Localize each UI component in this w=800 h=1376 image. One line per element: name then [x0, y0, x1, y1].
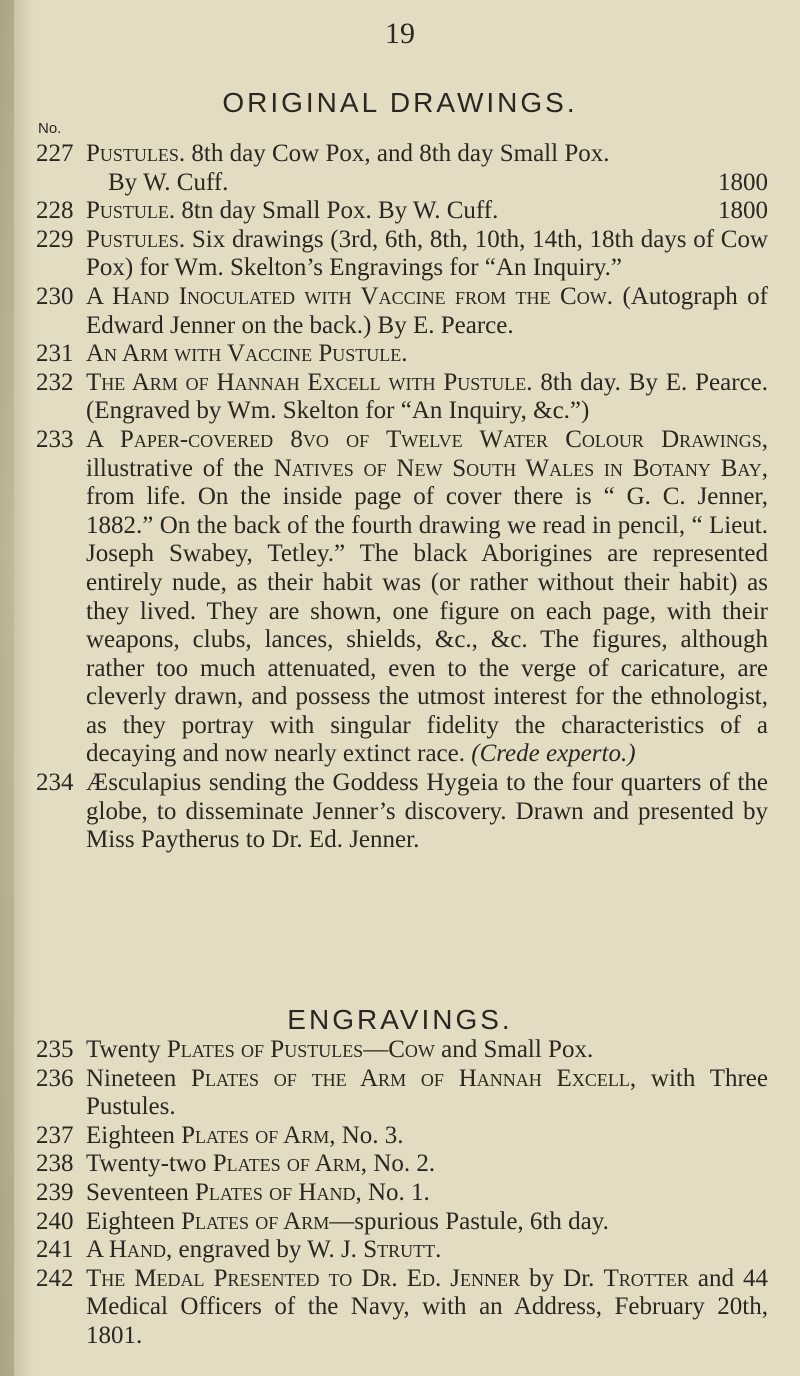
list-item: [0, 1236, 800, 1265]
entry-title: A Hand,: [86, 1236, 173, 1264]
entry-number: 236: [36, 1064, 74, 1092]
entry-title: Pustule.: [86, 197, 176, 225]
entry-number: 239: [36, 1178, 74, 1206]
entry-text: [86, 283, 768, 340]
entry-subject: Natives of New South Wales in Botany Bay,: [273, 454, 768, 482]
list-item: [0, 283, 800, 340]
entry-text: [86, 1265, 768, 1351]
entry-text: [86, 140, 768, 197]
entry-text: [86, 340, 768, 369]
list-item: [0, 1036, 800, 1065]
entry-title: Pustules.: [86, 140, 186, 167]
entry-title: Plates of Arm,: [212, 1150, 368, 1178]
entry-description: No. 3.: [341, 1121, 404, 1149]
entry-italic-note: (Crede experto.): [471, 740, 636, 768]
entry-text: [86, 1236, 768, 1265]
list-item: [0, 426, 800, 769]
entry-description: Æsculapius sending the Goddess Hygeia to the four quarters of the globe, to disseminate Jenner’s discovery. Drawn and presented by Miss Paytherus to Dr. Ed. Jenner.: [86, 769, 768, 854]
list-item: [0, 1122, 800, 1151]
list-item: [0, 769, 800, 855]
entry-number: 229: [36, 225, 74, 253]
entry-text: [86, 1208, 768, 1237]
entry-description: with Three Pustules.: [86, 1064, 768, 1121]
entry-number: 240: [36, 1207, 74, 1235]
entry-text: [86, 226, 768, 283]
entry-number: 231: [36, 340, 74, 368]
list-item: [0, 1179, 800, 1208]
entry-text: [86, 1122, 768, 1151]
number-column-label: No.: [38, 120, 62, 137]
entry-count: Twenty: [86, 1036, 161, 1063]
entry-title: The Medal Presented to Dr. Ed. Jenner: [86, 1264, 521, 1292]
entry-number: 237: [36, 1121, 74, 1149]
entry-description: and Small Pox.: [441, 1036, 594, 1063]
entry-number: 232: [36, 368, 74, 396]
entry-number: 228: [36, 197, 74, 225]
entry-description: (Autograph of Edward Jenner on the back.) By E. Pearce.: [86, 282, 769, 339]
entry-description: No. 1.: [367, 1178, 430, 1206]
entry-number: 238: [36, 1150, 74, 1178]
entry-title: The Arm of Hannah Excell with Pustule.: [86, 368, 533, 396]
entry-title: Plates of Hand,: [194, 1178, 362, 1206]
entry-title: Plates of the Arm of Hannah Excell,: [191, 1064, 637, 1092]
entry-description: 8tn day Small Pox. By W. Cuff.: [181, 197, 499, 225]
entry-number: 242: [36, 1264, 74, 1292]
entry-text: [86, 197, 768, 226]
entry-author: By W. Cuff.: [108, 168, 229, 196]
entry-description: Six drawings (3rd, 6th, 8th, 10th, 14th, 18th days of Cow Pox) for Wm. Skelton’s Engravings for “An Inquiry.”: [86, 225, 769, 282]
entry-text: [86, 369, 768, 426]
entry-number: 241: [36, 1236, 74, 1264]
entry-text: [86, 1065, 768, 1122]
list-item: [0, 1150, 800, 1179]
entry-count: Eighteen: [86, 1207, 175, 1235]
entry-text: [86, 1179, 768, 1208]
entry-year: 1800: [718, 168, 768, 196]
section-heading-original-drawings: ORIGINAL DRAWINGS.: [222, 87, 578, 118]
entry-text: [86, 1150, 768, 1179]
original-drawings-list: [0, 140, 800, 855]
entry-description-continued: from life. On the inside page of cover there is “ G. C. Jenner, 1882.” On the back of the fourth drawing we read in pencil, “ Lieut. Joseph Swabey, Tetley.” The black Aborigines are represented entirely nude, as their habit was (or rather without their habit) as they lived. They are shown, one figure on each page, with their weapons, clubs, lances, shields, &c., &c. The figures, although rather too much attenuated, even to the verge of caricature, are cleverly drawn, and possess the utmost interest for the ethnologist, as they portray with singular fidelity the characteristics of a decaying and now nearly extinct race.: [86, 483, 768, 768]
entry-year: 1800: [718, 197, 768, 225]
list-item: [0, 340, 800, 369]
entry-title: A Hand Inoculated with Vaccine from the Cow.: [86, 282, 613, 310]
entry-title: Pustules.: [86, 225, 186, 253]
entry-number: 230: [36, 282, 74, 310]
entry-description: 8th day Cow Pox, and 8th day Small Pox.: [191, 140, 610, 167]
list-item: [0, 197, 800, 226]
entry-number: 234: [36, 769, 74, 797]
entry-text: [86, 426, 768, 769]
list-item: [0, 1208, 800, 1237]
list-item: [0, 226, 800, 283]
entry-count: Seventeen: [86, 1178, 189, 1206]
section-heading-engravings: ENGRAVINGS.: [287, 1004, 513, 1035]
entry-description: No. 2.: [373, 1150, 436, 1178]
entry-count: Nineteen: [86, 1064, 177, 1092]
entry-title: An Arm with Vaccine Pustule.: [86, 340, 408, 368]
entry-engraver: Strutt.: [363, 1236, 442, 1264]
engravings-list: [0, 1036, 800, 1351]
entry-description: illustrative of the: [86, 454, 264, 482]
entry-text: [86, 1036, 768, 1065]
entry-description: engraved by W. J.: [178, 1236, 357, 1264]
list-item: [0, 1265, 800, 1351]
entry-description: spurious Pastule, 6th day.: [354, 1207, 609, 1235]
entry-title: Plates of Arm—: [181, 1207, 355, 1235]
entry-description: 8th day. By E. Pearce. (Engraved by Wm. Skelton for “An Inquiry, &c.”): [86, 368, 769, 425]
entry-title: Plates of Pustules—Cow: [166, 1036, 435, 1063]
entry-title: A Paper-covered 8vo of Twelve Water Colour Drawings,: [86, 425, 768, 453]
entry-title: Plates of Arm,: [181, 1121, 336, 1149]
entry-number: 233: [36, 425, 74, 453]
entry-description-continued: and 44 Medical Officers of the Navy, with an Address, February 20th, 1801.: [86, 1264, 769, 1349]
entry-count: Eighteen: [86, 1121, 175, 1149]
list-item: [0, 1065, 800, 1122]
entry-number: 235: [36, 1036, 74, 1063]
entry-person: Trotter: [603, 1264, 689, 1292]
entry-description: by Dr.: [529, 1264, 595, 1292]
entry-count: Twenty-two: [86, 1150, 207, 1178]
entry-text: [86, 769, 768, 855]
page-number: 19: [385, 17, 415, 50]
entry-number: 227: [36, 140, 74, 167]
list-item: [0, 140, 800, 197]
list-item: [0, 369, 800, 426]
